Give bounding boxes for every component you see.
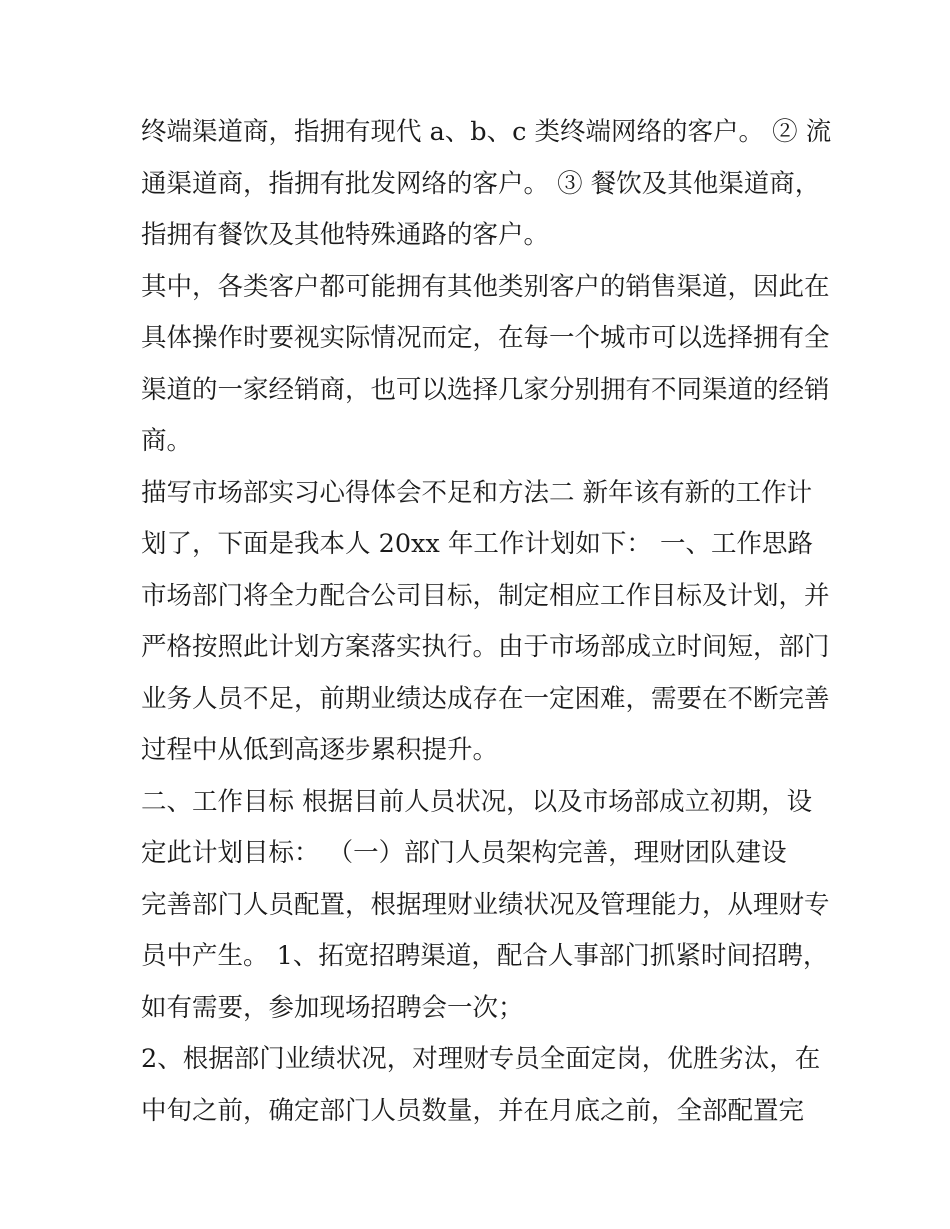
text-line: 其中，各类客户都可能拥有其他类别客户的销售渠道，因此在 [141,271,830,302]
text-line: 市场部门将全力配合公司目标，制定相应工作目标及计划，并 [141,580,830,611]
text-line: 终端渠道商，指拥有现代 a、b、c 类终端网络的客户。 ② 流 [141,117,832,147]
text-line: 具体操作时要视实际情况而定，在每一个城市可以选择拥有全 [141,323,830,353]
text-line: 通渠道商，指拥有批发网络的客户。 ③ 餐饮及其他渠道商， [141,168,821,199]
text-line: 定此计划目标： （一）部门人员架构完善，理财团队建设 [141,838,787,868]
text-line: 渠道的一家经销商，也可以选择几家分别拥有不同渠道的经销 [141,374,830,405]
text-line: 描写市场部实习心得体会不足和方法二 新年该有新的工作计 [141,477,813,508]
text-line: 如有需要，参加现场招聘会一次； [141,992,524,1023]
body-text [141,107,832,1137]
text-line: 商。 [141,426,193,456]
text-line: 完善部门人员配置，根据理财业绩状况及管理能力，从理财专 [141,889,830,920]
text-line: 员中产生。 1、拓宽招聘渠道，配合人事部门抓紧时间招聘， [141,941,829,971]
text-line: 业务人员不足，前期业绩达成存在一定困难，需要在不断完善 [141,683,830,714]
text-line: 指拥有餐饮及其他特殊通路的客户。 [141,220,550,250]
text-line: 2、根据部门业绩状况，对理财专员全面定岗，优胜劣汰，在 [141,1044,821,1074]
text-line: 中旬之前，确定部门人员数量，并在月底之前，全部配置完 [141,1095,805,1126]
text-line: 二、工作目标 根据目前人员状况，以及市场部成立初期，设 [141,786,813,817]
text-line: 严格按照此计划方案落实执行。由于市场部成立时间短，部门 [141,632,830,662]
text-line: 划了，下面是我本人 20xx 年工作计划如下： 一、工作思路 [141,529,814,559]
text-line: 过程中从低到高逐步累积提升。 [141,735,499,765]
